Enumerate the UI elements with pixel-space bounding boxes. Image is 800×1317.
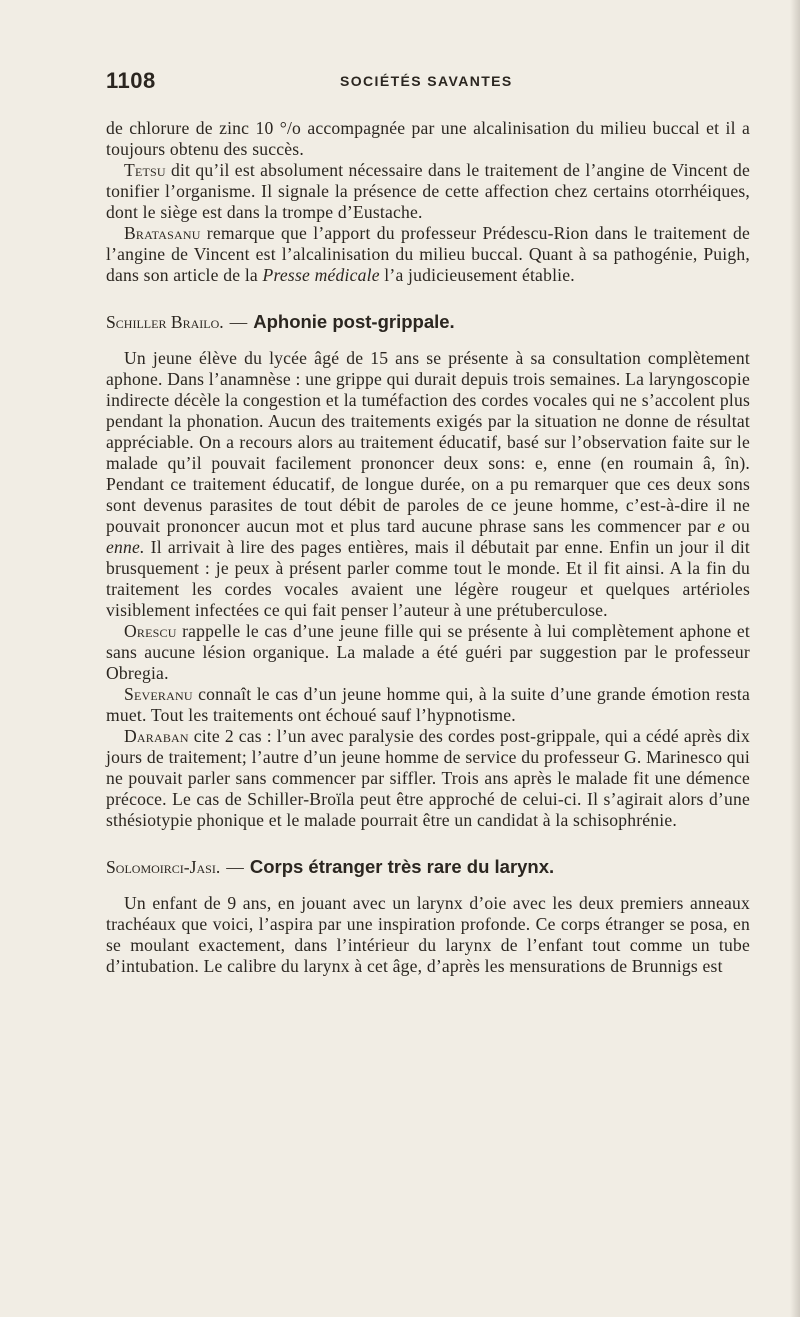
- page-number: 1108: [106, 68, 156, 93]
- section1-paragraph-severanu: [106, 684, 750, 726]
- section1-paragraph-orescu: [106, 621, 750, 684]
- section1-case-paragraph: [106, 348, 750, 621]
- section-title: Aphonie post-grippale.: [253, 311, 455, 332]
- speaker-name: Severanu: [124, 684, 193, 704]
- paragraph-text: remarque que l’apport du professeur Prédescu-Rion dans le traitement de l’angine de Vincent est l’alcalinisation du milieu buccal. Quant à sa pathogénie, Puigh, dans son article de la: [106, 223, 750, 285]
- italic-sound-e: e: [717, 516, 726, 536]
- speaker-name: Bratasanu: [124, 223, 201, 243]
- paragraph-text: cite 2 cas : l’un avec paralysie des cordes post-grippale, qui a cédé après dix jours de traitement; l’autre d’un jeune homme de service du professeur G. Marinesco qui ne pouvait parler sans commencer par siffler. Trois ans après le malade fit une démence précoce. Le cas de Schiller-Broïla peut être approché de celui-ci. Il s’agirait alors d’une sthésiotypie phonique et le malade pourrait être un candidat à la schisophrénie.: [106, 726, 750, 830]
- intro-continuation-paragraph: de chlorure de zinc 10 °/o accompagnée par une alcalinisation du milieu buccal et il a toujours obtenu des succès.: [106, 118, 750, 159]
- page-edge-shadow: [790, 0, 800, 1317]
- paragraph-text: ou: [725, 516, 751, 536]
- running-title: SOCIÉTÉS SAVANTES: [340, 73, 513, 89]
- paragraph-text: l’a judicieusement établie.: [379, 265, 575, 285]
- speaker-name: Tetsu: [124, 160, 166, 180]
- section2-case-paragraph: Un enfant de 9 ans, en jouant avec un larynx d’oie avec les deux premiers anneaux trachéaux que voici, l’aspira par une inspiration profonde. Ce corps étranger se posa, en se moulant exactement, dans l’intérieur du larynx de l’enfant tout comme un tube d’intubation. Le calibre du larynx à cet âge, d’après les mensurations de Brunnigs est: [106, 893, 750, 976]
- paragraph-text: dit qu’il est absolument nécessaire dans le traitement de l’angine de Vincent de tonifier l’organisme. Il signale la présence de cette affection chez certains otorrhéiques, dont le siège est dans la trompe d’Eustache.: [106, 160, 750, 222]
- speaker-name: Daraban: [124, 726, 189, 746]
- journal-title: Presse médicale: [262, 265, 380, 285]
- italic-sound-enne: enne.: [106, 537, 145, 557]
- paragraph-text: rappelle le cas d’une jeune fille qui se présente à lui complètement aphone et sans aucune lésion organique. La malade a été guéri par suggestion par le professeur Obregia.: [106, 621, 750, 683]
- paragraph-text: connaît le cas d’un jeune homme qui, à la suite d’une grande émotion resta muet. Tout les traitements ont échoué sauf l’hypnotisme.: [106, 684, 750, 725]
- section-authors: Schiller Brailo.: [106, 312, 224, 332]
- running-header: [106, 62, 750, 102]
- section1-paragraph-daraban: [106, 726, 750, 831]
- heading-dash: —: [226, 857, 244, 877]
- section-title: Corps étranger très rare du larynx.: [249, 856, 555, 877]
- paragraph-text: Un jeune élève du lycée âgé de 15 ans se présente à sa consultation complètement aphone. Dans l’anamnèse : une grippe qui durait depuis trois semaines. La laryngoscopie indirecte décèle la congestion et la tuméfaction des cordes vocales qui ne s’accolent plus pendant la phonation. Aucun des traitements exigés par la situation ne donne de résultat appréciable. On a recours alors au traitement éducatif, basé sur l’observation faite sur le malade qu’il pouvait facilement prononcer deux sons: e, enne (en roumain â, în). Pendant ce traitement éducatif, de longue durée, on a pu remarquer que ces deux sons sont devenus parasites de tout débit de paroles de ce jeune homme, c’est-à-dire il ne pouvait prononcer aucun mot et plus tard aucune phrase sans les commencer par: [106, 348, 750, 536]
- section-heading-corps-etranger: [106, 855, 750, 879]
- section-authors: Solomoirci-Jasi.: [106, 857, 221, 877]
- intro-paragraph-bratasanu: [106, 223, 750, 286]
- heading-dash: —: [229, 312, 248, 332]
- paragraph-text: Il arrivait à lire des pages entières, mais il débutait par enne. Enfin un jour il dit brusquement : je peux à présent parler comme tout le monde. Et il fit ainsi. A la fin du traitement les cordes vocales avaient une légère rougeur et quelques artérioles visiblement infectées ce qui fait penser l’auteur à une prétuberculose.: [106, 537, 750, 620]
- intro-paragraph-tetsu: [106, 160, 750, 223]
- speaker-name: Orescu: [124, 621, 177, 641]
- section-heading-aphonie: [106, 310, 750, 334]
